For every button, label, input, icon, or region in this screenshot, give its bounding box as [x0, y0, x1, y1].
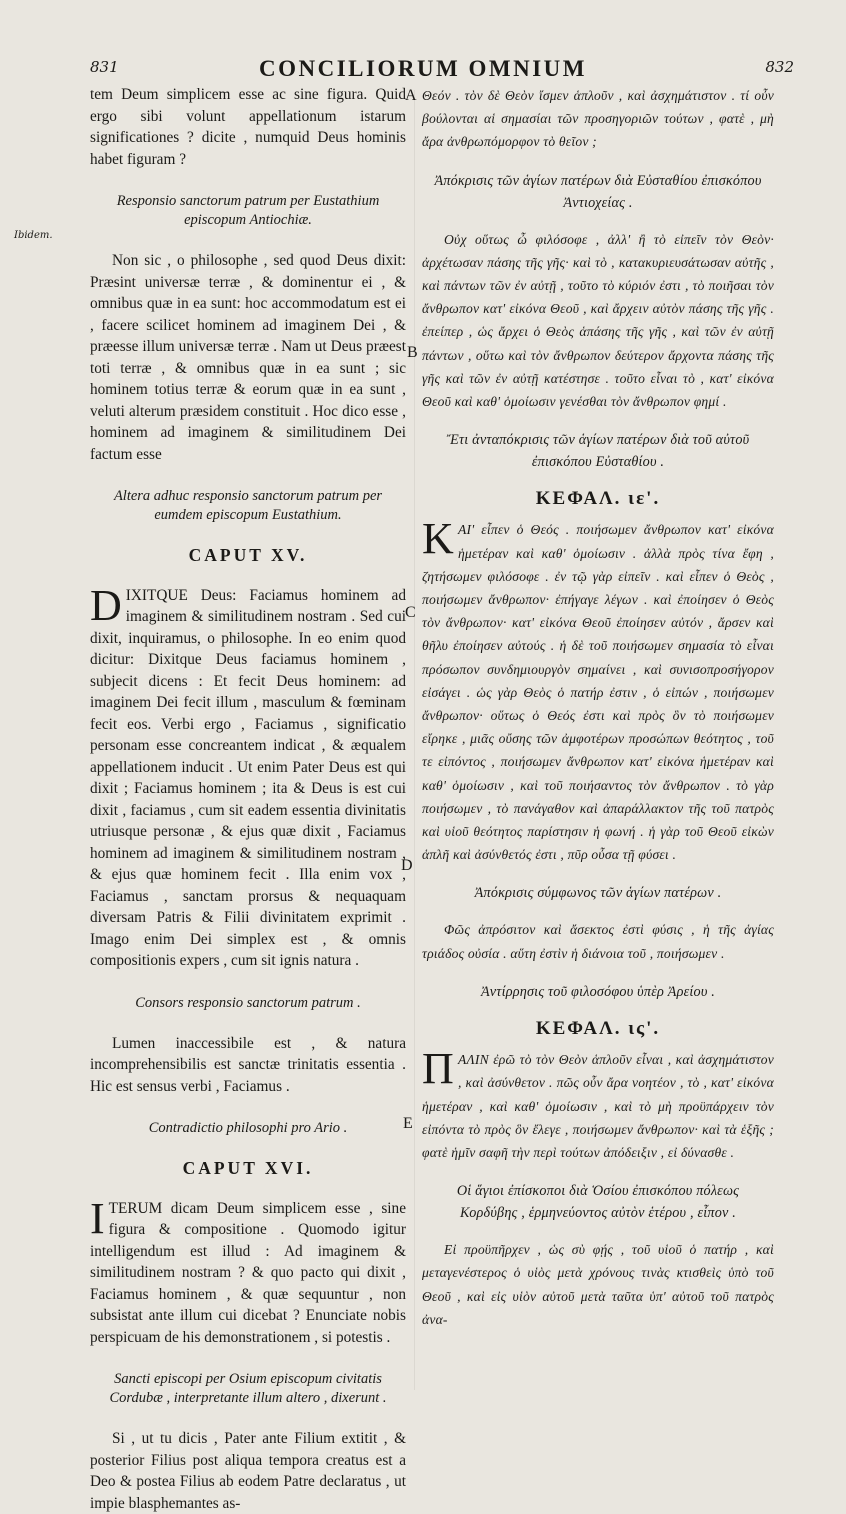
latin-heading: Sancti episcopi per Osium episcopum civitatis Cordubæ , interpretante illum altero , dixerunt .: [109, 1371, 387, 1406]
latin-paragraph: Non sic , o philosophe , sed quod Deus dixit: Præsint universæ terræ , & dominentur ei , & omnibus quæ in ea sunt: hoc accommodatum est ei , facere scilicet hominem ad imaginem Dei , & præesse illum universæ terræ . Nam ut Deus præest toti terræ , & omnibus quæ in ea sunt ; sic hominem totius terræ & eorum quæ in ea sunt , veluti alterum præsidem constituit . Hoc dico esse , hominem ad imaginem & similitudinem Dei factum esse: [90, 252, 406, 463]
section-letter-e: E: [403, 1115, 413, 1132]
greek-paragraph: Θεόν . τὸν δὲ Θεὸν ἴσμεν ἁπλοῦν , καὶ ἀσχημάτιστον . τί οὖν βούλονται αἱ σημασίαι τῶν προσηγοριῶν τούτων , φατὲ , μὴ ἄρα ἀνθρωπόμορφον τὸ θεῖον ;: [422, 88, 774, 150]
section-letter-a: A: [405, 87, 417, 104]
greek-paragraph: Οὐχ οὕτως ὦ φιλόσοφε , ἀλλ' ἢ τὸ εἰπεῖν τὸν Θεὸν· ἀρχέτωσαν πάσης τῆς γῆς· καὶ τὸ , κατακυριευσάτωσαν αὐτῆς , καὶ πάντων τῶν ἐν αὐτῇ , τοῦτο τὸ κύριόν ἐστι , τὸ ποιῆσαι τὸν ἄνθρωπον κατ' εἰκόνα Θεοῦ , καὶ ἄρχειν αὐτὸν πάσης τῆς γῆς . ἐπείπερ , ὡς ἄρχει ὁ Θεὸς ἁπάσης τῆς γῆς , καὶ τῶν ἐν αὐτῇ πάντων , οὕτω καὶ τὸν ἄνθρωπον δεύτερον ἄρχοντα πάσης τῆς γῆς καὶ τῶν ἐν αὐτῇ κατέστησε . τοῦτο εἶναι τὸ , κατ' εἰκόνα Θεοῦ καὶ καθ' ὁμοίωσιν γενέσθαι τὸν ἄνθρωπον φημί .: [422, 231, 774, 410]
section-letter-d: D: [401, 857, 413, 874]
page-number-right: 832: [765, 58, 794, 76]
greek-heading: Ἔτι ἀνταπόκρισις τῶν ἁγίων πατέρων διὰ τοῦ αὐτοῦ ἐπισκόπου Εὐσταθίου .: [446, 432, 750, 471]
latin-paragraph: Lumen inaccessibile est , & natura incomprehensibilis est sanctæ trinitatis essentia . Hic est sensus verbi , Faciamus .: [90, 1034, 406, 1095]
latin-paragraph: [90, 1193, 406, 1349]
paragraph-text: TERUM dicam Deum simplicem esse , sine figura & compositione . Quomodo igitur intelligendum est illud : Ad imaginem & similitudinem nostram ? & quo pacto qui dixit , Faciamus hominem , & quæ sequuntur , non subsistat ante illum cui dicebat ? Enunciate nobis perspicuam de his demonstrationem , si potestis .: [90, 1199, 406, 1346]
running-title: CONCILIORUM OMNIUM: [258, 56, 587, 81]
greek-heading: Ἀπόκρισις τῶν ἁγίων πατέρων διὰ Εὐσταθίου ἐπισκόπου Ἀντιοχείας .: [434, 172, 762, 211]
latin-heading: Contradictio philosophi pro Ario .: [148, 1120, 348, 1136]
latin-paragraph: Si , ut tu dicis , Pater ante Filium extitit , & posterior Filius post aliqua tempora creatus est a Deo & postea Filius ab eodem Patre declaratus , ut impie blasphemantes as-: [90, 1430, 406, 1512]
chapter-heading: ΚΕΦΑΛ. ιε'.: [535, 488, 661, 510]
greek-paragraph: [422, 514, 774, 866]
latin-heading: Consors responsio sanctorum patrum .: [135, 994, 361, 1011]
chapter-heading: CAPUT XV.: [188, 545, 308, 565]
section-letter-c: C: [405, 604, 416, 621]
page-number-left: 831: [90, 58, 119, 76]
chapter-heading: CAPUT XVI.: [182, 1158, 314, 1178]
greek-heading: Ἀπόκρισις σύμφωνος τῶν ἁγίων πατέρων .: [474, 885, 722, 902]
latin-column: [90, 84, 406, 1514]
drop-cap: D: [90, 580, 122, 630]
paragraph-text: IXITQUE Deus: Faciamus hominem ad imaginem & similitudinem nostram . Sed cui dixit, inquiramus, o philosophe. In eo enim quod dicitur: Dixitque Deus faciamus hominem , subjecit dicens : Et fecit Deus hominem: ad imaginem Dei fecit illum , masculum & fœminam fecit eos. Verbi ergo , Faciamus , significatio personam esse concreantem indicat , & æqualem appellationem inducit . Ut enim Pater Deus est qui dixit ; Faciamus hominem ; ita & Deus is est cui dixit , faciamus , cum sit eadem essentia divinitatis utriusque personæ , & ejus quæ dixit , Faciamus hominem ad imaginem & similitudinem nostram , & ejus quæ hominem fecit . Illa enim vox , Faciamus , sanctam prorsus & nequaquam diversam Patris & Filii divinitatem exprimit . Imago enim Dei simplex est , & omnis compositionis expers , cum sit ignis natura .: [90, 586, 406, 969]
greek-paragraph: Εἰ προϋπῆρχεν , ὡς σὺ φῄς , τοῦ υἱοῦ ὁ πατήρ , καὶ μεταγενέστερος ὁ υἱὸς μετὰ χρόνους τινὰς κτισθεὶς ὑπὸ τοῦ Θεοῦ , καὶ εἰς υἱὸν αὐτοῦ μετὰ ταῦτα ὑπ' αὐτοῦ τοῦ πατρὸς ἀνα-: [422, 1242, 774, 1327]
greek-column: [422, 84, 774, 1331]
paragraph-text: ΑΛΙΝ ἐρῶ τὸ τὸν Θεὸν ἁπλοῦν εἶναι , καὶ ἀσχημάτιστον , καὶ ἀσύνθετον . πῶς οὖν ἄρα νοητέον , τὸ , κατ' εἰκόνα ἡμετέραν , καὶ καθ' ὁμοίωσιν , καὶ τὸ μὴ προϋπάρχειν τὸν εἰπόντα τὸ πρὸς ὃν ἔλεγε , ποιήσωμεν ἄνθρωπον· καὶ τὰ ἑξῆς ; φατὲ ἡμῖν σαφῆ τὴν περὶ τούτων ἀπόδειξιν , εἰ δύνασθε .: [422, 1052, 774, 1160]
paragraph-text: ΑΙ' εἶπεν ὁ Θεός . ποιήσωμεν ἄνθρωπον κατ' εἰκόνα ἡμετέραν καὶ καθ' ὁμοίωσιν . ἀλλὰ πρὸς τίνα ἔφη , ζητήσωμεν φιλόσοφε . ἐν τῷ γὰρ εἰπεῖν . καὶ εἶπεν ὁ Θεὸς , ποιήσωμεν ἄνθρωπον· ἐπήγαγε λέγων . καὶ ἐποίησεν ὁ Θεὸς τὸν ἄνθρωπον· κατ' εἰκόνα Θεοῦ ἐποίησεν αὐτόν , ἄρσεν καὶ θῆλυ ἐποίησεν αὐτούς . ἡ δὲ τοῦ ποιήσωμεν σημασία τὸ εἶναι πρόσωπον συνδημιουργὸν σημαίνει , καὶ συνισοπροσήγορον εἰσάγει . ὡς γὰρ Θεὸς ὁ πατήρ ἐστιν , ὁ εἰπών , ποιήσωμεν ἄνθρωπον· οὕτως ὁ Θεός ἐστι καὶ πρὸς ὃν τὸ ποιήσωμεν εἴρηκε , μιᾶς οὔσης τῶν ἀμφοτέρων προσώπων θεότητος , τοῦ τε εἰπόντος , ποιήσωμεν ἄνθρωπον κατ' εἰκόνα ἡμετέραν καὶ καθ' ὁμοίωσιν , καὶ τοῦ ποιήσαντος τὸν ἄνθρωπον . τὸ γὰρ ποιήσωμεν , τὸ πανάγαθον καὶ ἀπαράλλακτον τῆς τοῦ πατρὸς καὶ υἱοῦ θεότητος παρίστησιν ἡ φωνή . ἡ γὰρ τοῦ Θεοῦ εἰκὼν ἁπλῆ καὶ ἀσύνθετός ἐστι , πῦρ οὖσα τῇ φύσει .: [422, 522, 774, 863]
drop-cap: I: [90, 1193, 105, 1243]
latin-heading: Altera adhuc responsio sanctorum patrum per eumdem episcopum Eustathium.: [113, 488, 383, 523]
greek-paragraph: [422, 1044, 774, 1164]
drop-cap: Κ: [422, 514, 454, 564]
column-gutter: [414, 90, 415, 1390]
greek-paragraph: Φῶς ἀπρόσιτον καὶ ἄσεκτος ἐστὶ φύσις , ἡ τῆς ἁγίας τριάδος οὐσία . αὕτη ἐστὶν ἡ διάνοια τοῦ , ποιήσωμεν .: [422, 922, 774, 961]
latin-paragraph: tem Deum simplicem esse ac sine figura. Quid ergo sibi volunt appellationum istarum significationes ? dicite , numquid Deus hominis habet figuram ?: [90, 86, 406, 168]
greek-heading: Ἀντίρρησις τοῦ φιλοσόφου ὑπὲρ Ἀρείου .: [480, 983, 716, 1000]
latin-paragraph: [90, 580, 406, 972]
latin-heading: Responsio sanctorum patrum per Eustathium episcopum Antiochiæ.: [116, 193, 380, 228]
chapter-heading: ΚΕΦΑΛ. ις'.: [535, 1017, 661, 1039]
greek-heading: Οἱ ἅγιοι ἐπίσκοποι διὰ Ὁσίου ἐπισκόπου πόλεως Κορδύβης , ἑρμηνεύοντος αὐτὸν ἑτέρου , εἶπον .: [456, 1183, 740, 1222]
margin-note: Ibidem.: [14, 230, 53, 241]
section-letter-b: B: [407, 344, 418, 361]
drop-cap: Π: [422, 1044, 454, 1094]
